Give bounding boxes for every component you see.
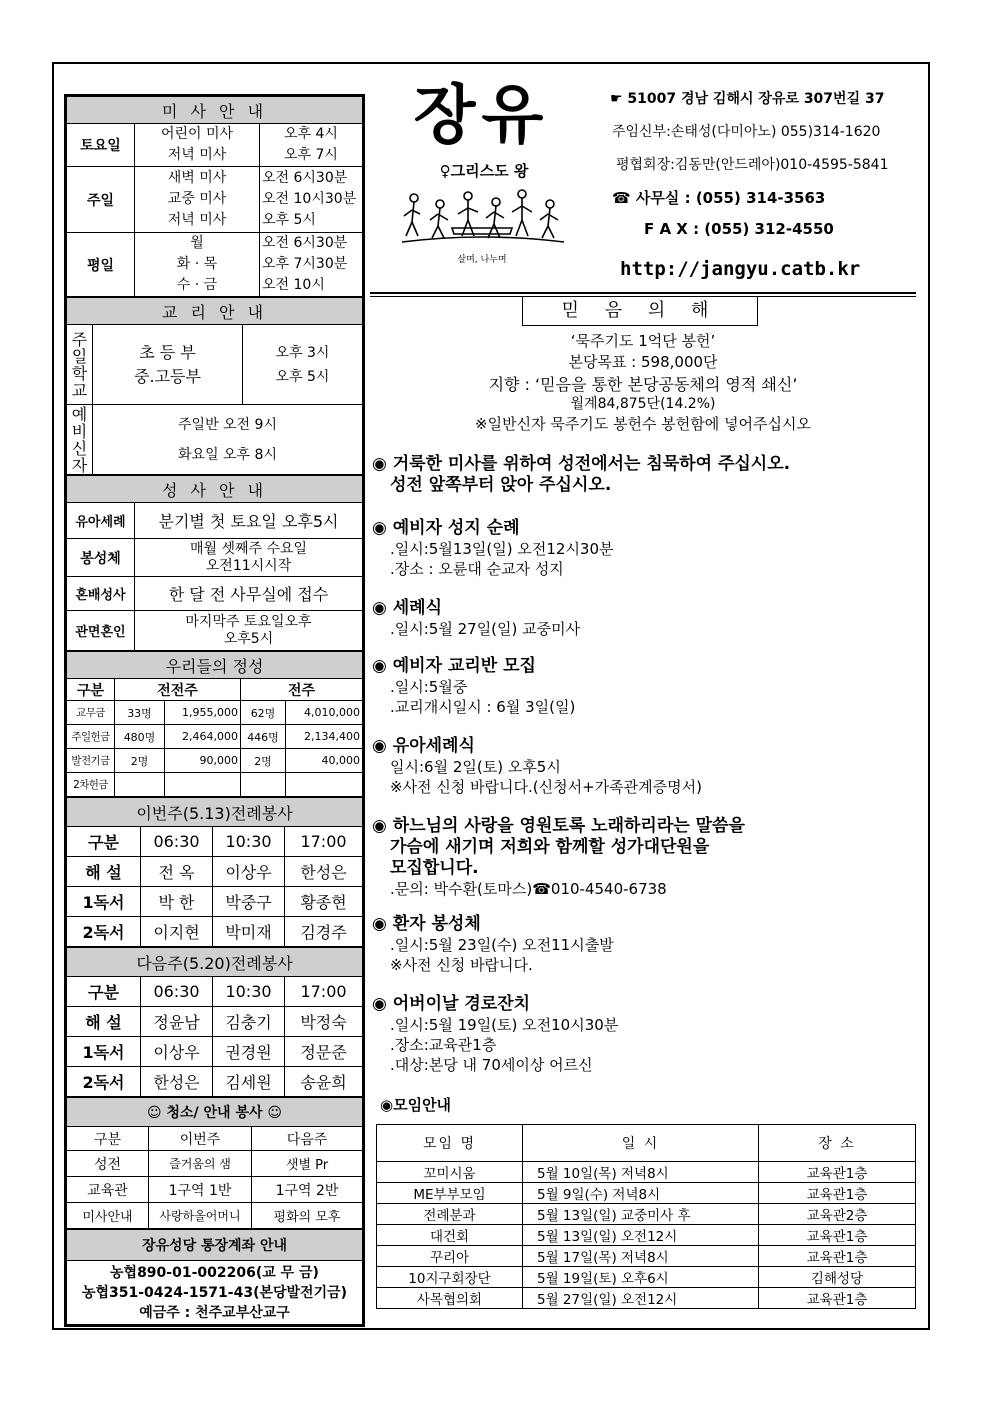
offering-amount: [286, 773, 363, 797]
liturgy-person: 권경원: [213, 1037, 285, 1067]
meeting-place: 교육관1층: [759, 1246, 916, 1267]
school-name: 초 등 부: [139, 342, 196, 362]
table-row: [377, 1246, 916, 1267]
mass-name: 수 · 금: [176, 277, 218, 293]
cleaning-team: 즐거움의 샘: [149, 1151, 252, 1177]
notice-title: ◉ 거룩한 미사를 위하여 성전에서는 침묵하여 주십시오.: [372, 454, 791, 474]
meeting-place: 김해성당: [759, 1267, 916, 1288]
account-title: 장유성당 통장계좌 안내: [67, 1230, 363, 1261]
meeting-place: 교육관2층: [759, 1204, 916, 1225]
notice-title-cont: 가슴에 새기며 저희와 함께할 성가대단원을: [390, 837, 710, 857]
mass-time: 오후 4시: [284, 126, 338, 142]
mass-name: 저녁 미사: [167, 212, 227, 228]
account-line: 예금주 : 천주교부산교구: [139, 1304, 290, 1321]
mass-time: 오전 6시30분: [262, 170, 348, 186]
liturgy-role: 1독서: [67, 887, 141, 917]
notice-title: ◉ 예비자 성지 순례: [372, 518, 520, 538]
liturgy-role: 해 설: [67, 1007, 141, 1037]
liturgy-role: 해 설: [67, 857, 141, 887]
cleaning-team: 1구역 2반: [252, 1177, 363, 1203]
sacrament-value: 한 달 전 사무실에 접수: [135, 577, 363, 611]
parish-address: ☛ 51007 경남 김해시 장유로 307번길 37: [610, 91, 885, 107]
meeting-place: 교육관1층: [759, 1162, 916, 1183]
parish-logo-subtitle: ♀그리스도 왕: [439, 162, 529, 180]
liturgy-person: 김경주: [285, 917, 363, 947]
offering-count: [115, 773, 165, 797]
council-info: 평협회장:김동만(안드레아)010-4595-5841: [616, 157, 889, 173]
mass-name: 어린이 미사: [160, 126, 234, 142]
header-divider: [370, 292, 916, 294]
sacrament-label: 관면혼인: [67, 611, 135, 651]
account-table: [66, 1229, 363, 1325]
meeting-time: 5월 13일(일) 교중미사 후: [523, 1204, 759, 1225]
liturgy-person: 이상우: [213, 857, 285, 887]
meeting-name: 전례분과: [377, 1204, 523, 1225]
left-column: [64, 94, 365, 1327]
liturgy-person: 박미재: [213, 917, 285, 947]
catechism-title: 교 리 안 내: [67, 298, 363, 325]
notice-title: ◉ 세례식: [372, 598, 443, 618]
meeting-name: 꼬미시움: [377, 1162, 523, 1183]
notice-item: [372, 994, 922, 1075]
cleaning-header: 이번주: [149, 1127, 252, 1151]
meeting-name: ME부부모임: [377, 1183, 523, 1204]
mass-name: 교중 미사: [167, 191, 227, 207]
meeting-time: 5월 13일(일) 오전12시: [523, 1225, 759, 1246]
cleaning-team: 사랑하올어머니: [149, 1203, 252, 1229]
liturgy-person: 김충기: [213, 1007, 285, 1037]
notice-line: .장소 : 오륜대 순교자 성지: [390, 560, 564, 578]
offering-label: 교무금: [67, 701, 115, 725]
fax-number: F A X : (055) 312-4550: [644, 220, 834, 238]
offering-amount: [165, 773, 241, 797]
mass-table: [66, 96, 363, 297]
meetings-title: ◉모임안내: [380, 1096, 452, 1114]
weekday-label: 평일: [67, 233, 135, 297]
meeting-name: 10지구회장단: [377, 1267, 523, 1288]
meeting-place: 교육관1층: [759, 1288, 916, 1309]
notice-line: 일시:6월 2일(토) 오후5시: [390, 758, 561, 776]
offering-title: 우리들의 정성: [67, 652, 363, 679]
meeting-place: 교육관1층: [759, 1183, 916, 1204]
meetings-header: 모임 명: [377, 1125, 523, 1162]
notice-line: .일시:5월 23일(수) 오전11시출발: [390, 936, 614, 954]
table-row: [377, 1162, 916, 1183]
notice-line: .일시:5월 27일(일) 교중미사: [390, 620, 581, 638]
cleaning-header: 다음주: [252, 1127, 363, 1151]
notice-line: .일시:5월 19일(토) 오전10시30분: [390, 1016, 619, 1034]
table-row: [377, 1267, 916, 1288]
liturgy-person: 김세원: [213, 1067, 285, 1097]
liturgy-person: 한성은: [285, 857, 363, 887]
mass-time: 오전 10시30분: [262, 191, 357, 207]
cleaning-label: 미사안내: [67, 1203, 149, 1229]
liturgy-header: 17:00: [285, 827, 363, 857]
mass-name: 월: [190, 235, 204, 251]
liturgy-header: 10:30: [213, 977, 285, 1007]
liturgy-next-week-table: [66, 947, 363, 1097]
meetings-header: 장 소: [759, 1125, 916, 1162]
mass-time: 오전 10시: [262, 277, 325, 293]
notice-line: .일시:5월중: [390, 678, 468, 696]
sacrament-label: 혼배성사: [67, 577, 135, 611]
offering-amount: 90,000: [165, 749, 241, 773]
logo-caption: 살며, 나누며: [457, 255, 507, 265]
liturgy-person: 정문준: [285, 1037, 363, 1067]
meeting-time: 5월 19일(토) 오후6시: [523, 1267, 759, 1288]
sacrament-value: 분기별 첫 토요일 오후5시: [135, 503, 363, 539]
notice-line: .대상:본당 내 70세이상 어르신: [390, 1056, 593, 1074]
offering-count: 62명: [241, 701, 286, 725]
offering-amount: 4,010,000: [286, 701, 363, 725]
meeting-time: 5월 10일(목) 저녁8시: [523, 1162, 759, 1183]
notice-line: ※사전 신청 바랍니다.(신청서+가족관계증명서): [390, 778, 702, 796]
liturgy-role: 2독서: [67, 1067, 141, 1097]
notice-title: ◉ 하느님의 사랑을 영원토록 노래하리라는 말씀을: [372, 816, 745, 836]
school-time: 오후 5시: [275, 368, 330, 385]
catechumen-time: 주일반 오전 9시: [178, 416, 277, 433]
saturday-label: 토요일: [67, 124, 135, 167]
sacrament-title: 성 사 안 내: [67, 476, 363, 503]
offering-table: [66, 651, 363, 797]
liturgy-role: 1독서: [67, 1037, 141, 1067]
liturgy-header: 06:30: [141, 977, 213, 1007]
sunday-label: 주일: [67, 167, 135, 233]
notice-title: ◉ 예비자 교리반 모집: [372, 656, 536, 676]
cleaning-title: ☺ 청소/ 안내 봉사 ☺: [67, 1098, 363, 1127]
cleaning-label: 교육관: [67, 1177, 149, 1203]
meeting-time: 5월 17일(목) 저녁8시: [523, 1246, 759, 1267]
liturgy-person: 황종현: [285, 887, 363, 917]
account-line: 농협890-01-002206(교 무 금): [110, 1264, 319, 1281]
office-phone: ☎ 사무실 : (055) 314-3563: [612, 189, 826, 207]
notice-line: ※사전 신청 바랍니다.: [390, 956, 533, 974]
liturgy-person: 한성은: [141, 1067, 213, 1097]
cleaning-team: 1구역 1반: [149, 1177, 252, 1203]
liturgy-header: 17:00: [285, 977, 363, 1007]
offering-label: 2차헌금: [67, 773, 115, 797]
notice-title-cont: 모집합니다.: [390, 858, 479, 878]
mass-time: 오후 5시: [262, 212, 316, 228]
liturgy-this-title: 이번주(5.13)전례봉사: [67, 798, 363, 827]
offering-count: 2명: [115, 749, 165, 773]
sacrament-label: 유아세례: [67, 503, 135, 539]
offering-amount: 40,000: [286, 749, 363, 773]
meeting-time: 5월 27일(일) 오전12시: [523, 1288, 759, 1309]
sacrament-table: [66, 475, 363, 651]
table-row: [377, 1183, 916, 1204]
mass-name: 새벽 미사: [167, 170, 227, 186]
notice-item: [372, 598, 922, 639]
liturgy-person: 박 한: [141, 887, 213, 917]
liturgy-person: 송윤희: [285, 1067, 363, 1097]
pastor-info: 주임신부:손태성(다미아노) 055)314-1620: [612, 124, 881, 140]
notice-item: [372, 518, 922, 579]
cleaning-table: [66, 1097, 363, 1229]
notice-title: ◉ 어버이날 경로잔치: [372, 994, 531, 1014]
liturgy-person: 이상우: [141, 1037, 213, 1067]
offering-count: 480명: [115, 725, 165, 749]
offering-amount: 1,955,000: [165, 701, 241, 725]
liturgy-person: 정윤남: [141, 1007, 213, 1037]
table-row: [377, 1225, 916, 1246]
faith-line: 월계84,875단(14.2%): [570, 396, 716, 412]
faith-line: 본당목표 : 598,000단: [568, 353, 718, 371]
faith-year-title: 믿 음 의 해: [522, 296, 758, 326]
meeting-name: 대건회: [377, 1225, 523, 1246]
notice-item: [372, 816, 922, 899]
offering-header: 전주: [241, 679, 363, 701]
cleaning-team: 샛별 Pr: [252, 1151, 363, 1177]
notice-title-cont: 성전 앞쪽부터 앉아 주십시오.: [390, 475, 612, 495]
offering-count: 446명: [241, 725, 286, 749]
liturgy-header: 06:30: [141, 827, 213, 857]
meetings-header: 일 시: [523, 1125, 759, 1162]
school-label: 주일학교: [71, 329, 88, 400]
mass-name: 저녁 미사: [167, 147, 227, 163]
school-name: 중.고등부: [134, 366, 201, 386]
mass-title: 미 사 안 내: [67, 97, 363, 124]
offering-amount: 2,464,000: [165, 725, 241, 749]
notice-item: [372, 736, 922, 797]
liturgy-next-title: 다음주(5.20)전례봉사: [67, 948, 363, 977]
notice-title: ◉ 유아세례식: [372, 736, 475, 756]
cleaning-label: 성전: [67, 1151, 149, 1177]
meeting-name: 사목협의회: [377, 1288, 523, 1309]
mass-time: 오전 6시30분: [262, 235, 348, 251]
notice-line: .장소:교육관1층: [390, 1036, 497, 1054]
offering-header: 전전주: [115, 679, 241, 701]
notice-title: ◉ 환자 봉성체: [372, 914, 481, 934]
liturgy-header: 구분: [67, 977, 141, 1007]
sacrament-label: 봉성체: [67, 539, 135, 577]
mass-time: 오후 7시30분: [262, 256, 348, 272]
catechumen-time: 화요일 오후 8시: [178, 446, 277, 463]
offering-label: 주일헌금: [67, 725, 115, 749]
notice-line: .일시:5월13일(일) 오전12시30분: [390, 540, 614, 558]
offering-amount: 2,134,400: [286, 725, 363, 749]
liturgy-header: 구분: [67, 827, 141, 857]
cleaning-header: 구분: [67, 1127, 149, 1151]
notice-item: [372, 454, 922, 496]
meeting-time: 5월 9일(수) 저녁8시: [523, 1183, 759, 1204]
notice-line: .교리개시일시 : 6월 3일(일): [390, 698, 576, 716]
bulletin-page: [52, 62, 930, 1330]
offering-label: 발전기금: [67, 749, 115, 773]
meeting-name: 꾸리아: [377, 1246, 523, 1267]
notice-item: [372, 914, 922, 975]
sacrament-value: 마지막주 토요일오후 오후5시: [135, 611, 363, 651]
liturgy-person: 박정숙: [285, 1007, 363, 1037]
account-line: 농협351-0424-1571-43(본당발전기금): [81, 1284, 348, 1301]
offering-count: [241, 773, 286, 797]
offering-count: 2명: [241, 749, 286, 773]
catechumen-label: 예비신자: [71, 404, 88, 475]
school-time: 오후 3시: [275, 344, 330, 361]
liturgy-role: 2독서: [67, 917, 141, 947]
notice-item: [372, 656, 922, 717]
parish-logo-title: 장유: [413, 79, 550, 153]
offering-header: 구분: [67, 679, 115, 701]
people-illustration: [392, 184, 572, 274]
offering-count: 33명: [115, 701, 165, 725]
liturgy-person: 전 옥: [141, 857, 213, 887]
mass-time: 오후 7시: [284, 147, 338, 163]
mass-name: 화 · 목: [176, 256, 218, 272]
parish-url[interactable]: http://jangyu.catb.kr: [620, 258, 861, 280]
cleaning-team: 평화의 모후: [252, 1203, 363, 1229]
meetings-table: [376, 1124, 916, 1309]
liturgy-person: 박중구: [213, 887, 285, 917]
meeting-place: 교육관1층: [759, 1225, 916, 1246]
table-row: [377, 1288, 916, 1309]
liturgy-header: 10:30: [213, 827, 285, 857]
faith-line: 지향 : ‘믿음을 통한 본당공동체의 영적 쇄신’: [488, 375, 798, 394]
liturgy-person: 이지현: [141, 917, 213, 947]
catechism-table: [66, 297, 363, 475]
faith-line: ‘묵주기도 1억단 봉헌’: [570, 332, 716, 350]
sacrament-value: 매월 셋째주 수요일 오전11시시작: [135, 539, 363, 577]
faith-line: ※일반신자 묵주기도 봉헌수 봉헌함에 넣어주십시오: [475, 415, 811, 433]
table-row: [377, 1204, 916, 1225]
liturgy-this-week-table: [66, 797, 363, 947]
notice-line: .문의: 박수환(토마스)☎010-4540-6738: [390, 880, 667, 898]
